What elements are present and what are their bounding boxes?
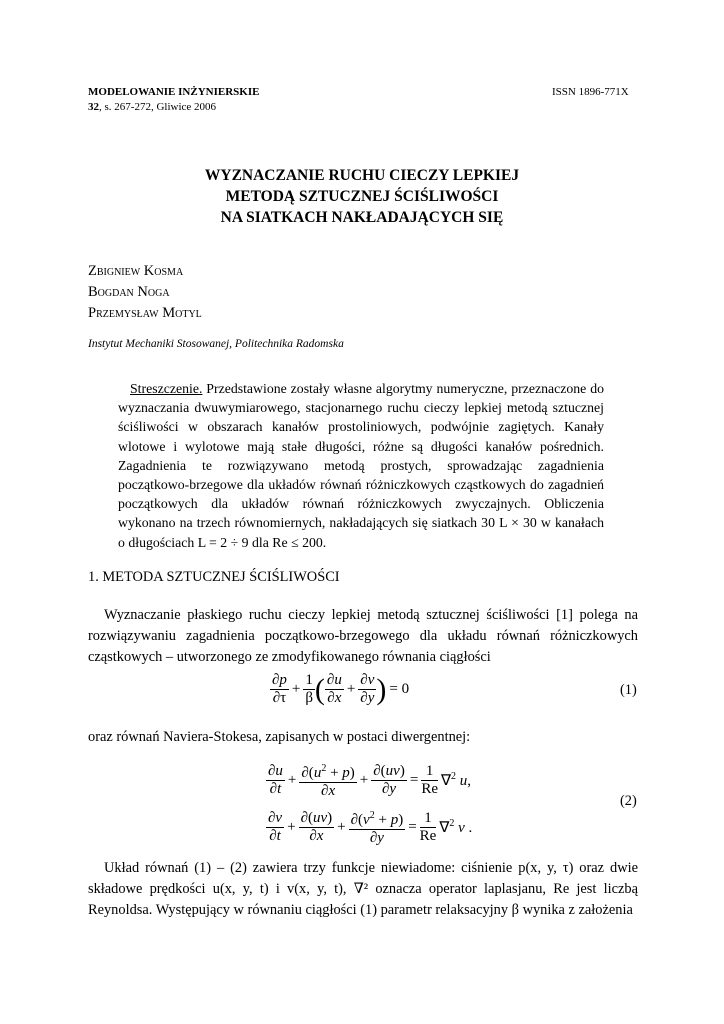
equation-1: $\frac{\partial p}{\partial\tau}$ + $\frac{1}{\beta}$ ( $\frac{\partial u}{\partial x}$ + $\frac{\partial v}{\partial y}$ ) = 0 (272, 672, 410, 706)
volume-number: 32 (88, 101, 99, 113)
institution: Instytut Mechaniki Stosowanej, Politechnika Radomska (88, 338, 344, 350)
abstract (118, 379, 604, 552)
paper-title-line-3: NA SIATKACH NAKŁADAJĄCYCH SIĘ (220, 209, 504, 226)
paragraph-3: Układ równań (1) – (2) zawiera trzy funkcje niewiadome: ciśnienie p(x, y, τ) oraz dwie składowe prędkości u(x, y, t) i v(x, y, t), ∇² oznacza operator laplasjanu, Re jest liczbą Reynoldsa. Występujący w równaniu ciągłości (1) parametr relaksacyjny β wynika z założenia (88, 860, 638, 918)
equation-2b: $\frac{\partial v}{\partial t}$ + $\frac{\partial(uv)}{\partial x}$ + $\frac{\partial(v^2 + p)}{\partial y}$ = $\frac{1}{Re}$ ∇$^2$ v . (266, 807, 472, 847)
equation-2-number: (2) (620, 793, 637, 809)
section-heading: 1. METODA SZTUCZNEJ ŚCIŚLIWOŚCI (88, 569, 340, 585)
paper-title-line-1: WYZNACZANIE RUCHU CIECZY LEPKIEJ (204, 167, 520, 184)
paragraph-1: Wyznaczanie płaskiego ruchu cieczy lepkiej metodą sztucznej ściśliwości [1] polega na rozwiązywaniu zagadnienia początkowo-brzegowego dla układu równań różniczkowych cząstkowych – utworzonego ze zmodyfikowanego równania ciągłości (88, 607, 638, 665)
author-2: Bogdan Noga (88, 284, 170, 300)
paper-title-line-2: METODĄ SZTUCZNEJ ŚCIŚLIWOŚCI (225, 188, 499, 205)
equation-1-number: (1) (620, 682, 637, 698)
abstract-text: Przedstawione zostały własne algorytmy numeryczne, przeznaczone do wyznaczania dwuwymiarowego, stacjonarnego ruchu cieczy lepkiej metodą sztucznej ściśliwości w obszarach kanałów prostoliniowych, podwójnie zagiętych. Kanały wlotowe i wylotowe mają stałe długości, różne są długości kanałów pośrednich. Zagadnienia te rozwiązywano metodą prostych, sprowadzając zagadnienia początkowo-brzegowe dla układów równań różniczkowych cząstkowych do zagadnień początkowych dla układów równań różniczkowych zwyczajnych. Obliczenia wykonano na trzech równomiernych, nakładających się siatkach 30 L × 30 w kanałach o długościach L = 2 ÷ 9 dla Re ≤ 200. (118, 381, 604, 550)
paragraph-2: oraz równań Naviera-Stokesa, zapisanych w postaci diwergentnej: (88, 729, 471, 745)
equation-2a: $\frac{\partial u}{\partial t}$ + $\frac{\partial(u^2 + p)}{\partial x}$ + $\frac{\partial(uv)}{\partial y}$ = $\frac{1}{Re}$ ∇$^2$ u, (266, 760, 471, 800)
journal-name: MODELOWANIE INŻYNIERSKIE (88, 86, 260, 98)
pages-place: , s. 267-272, Gliwice 2006 (99, 101, 217, 113)
author-1: Zbigniew Kosma (88, 263, 184, 279)
volume-pages (88, 101, 216, 113)
author-3: Przemysław Motyl (88, 305, 202, 321)
abstract-label: Streszczenie. (130, 381, 203, 396)
issn: ISSN 1896-771X (552, 86, 629, 98)
